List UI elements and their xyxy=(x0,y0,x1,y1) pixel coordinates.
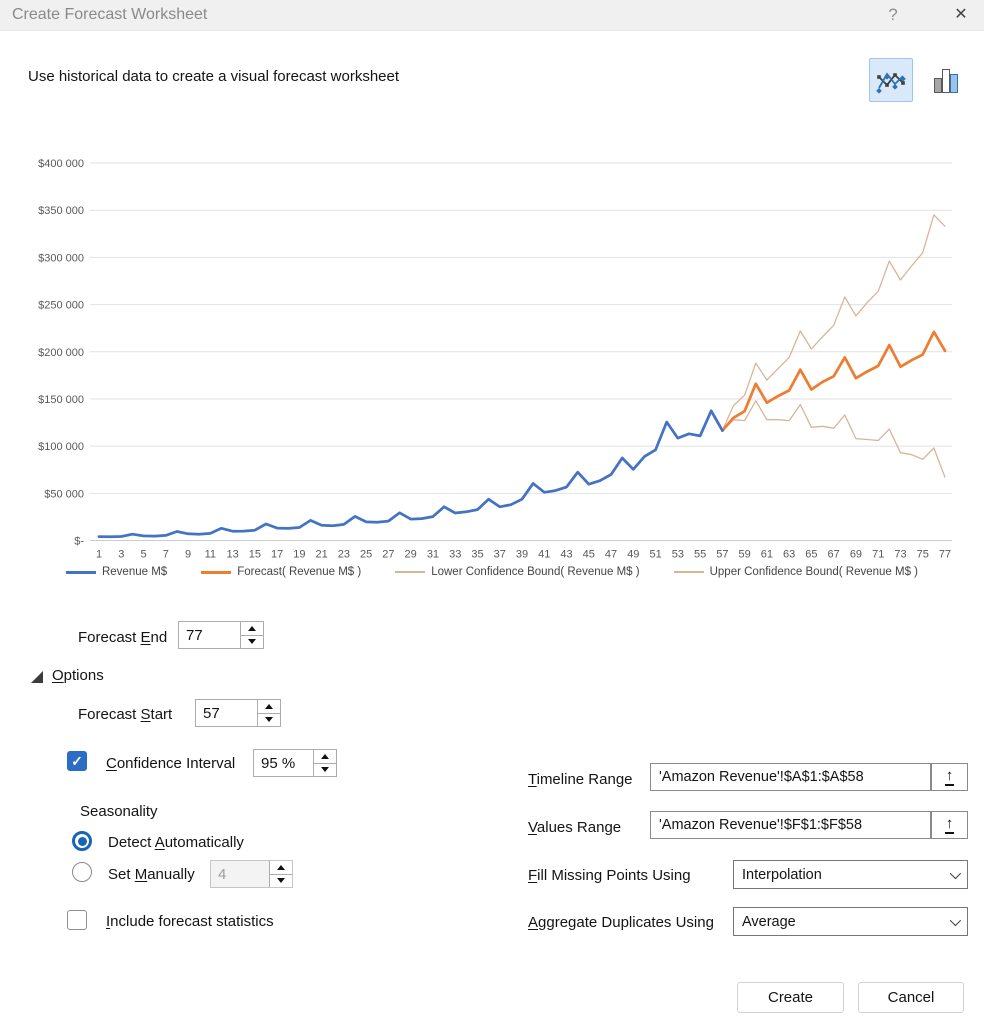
svg-text:61: 61 xyxy=(760,548,774,561)
svg-text:69: 69 xyxy=(849,548,863,561)
bar-chart-type-button[interactable] xyxy=(924,58,968,102)
include-forecast-statistics-label[interactable]: Include forecast statistics xyxy=(106,913,274,930)
detect-automatically-label[interactable]: Detect Automatically xyxy=(108,834,244,851)
svg-text:15: 15 xyxy=(248,548,261,561)
svg-text:1: 1 xyxy=(95,548,103,561)
values-range-picker-button[interactable] xyxy=(931,811,968,839)
svg-text:35: 35 xyxy=(471,548,484,561)
confidence-interval-input[interactable] xyxy=(254,750,313,776)
forecast-start-spinner xyxy=(257,700,280,726)
svg-text:51: 51 xyxy=(649,548,662,561)
forecast-line-swatch xyxy=(201,571,231,574)
forecast-end-label: Forecast End xyxy=(78,629,168,646)
svg-text:5: 5 xyxy=(140,548,147,561)
confidence-interval-increment-button[interactable] xyxy=(314,750,336,763)
aggregate-duplicates-select[interactable] xyxy=(733,907,968,936)
svg-text:7: 7 xyxy=(162,548,169,561)
forecast-end-increment-button[interactable] xyxy=(241,622,263,635)
svg-text:11: 11 xyxy=(204,548,217,561)
svg-text:$200 000: $200 000 xyxy=(38,346,84,359)
forecast-start-spinbox xyxy=(195,699,281,727)
svg-text:23: 23 xyxy=(337,548,351,561)
aggregate-duplicates-value: Average xyxy=(742,913,796,930)
svg-text:$50 000: $50 000 xyxy=(44,488,84,501)
svg-text:19: 19 xyxy=(293,548,306,561)
legend-item-upper-bound: Upper Confidence Bound( Revenue M$ ) xyxy=(674,566,918,578)
timeline-range-picker-button[interactable] xyxy=(931,763,968,791)
fill-missing-points-label: Fill Missing Points Using xyxy=(528,867,691,884)
chevron-down-icon xyxy=(950,867,961,878)
include-forecast-statistics-checkbox[interactable] xyxy=(67,910,87,930)
svg-text:59: 59 xyxy=(738,548,751,561)
revenue-line-swatch xyxy=(66,571,96,574)
svg-text:77: 77 xyxy=(938,548,952,561)
bar-chart-icon xyxy=(933,66,959,94)
svg-text:65: 65 xyxy=(805,548,818,561)
svg-text:$100 000: $100 000 xyxy=(38,441,84,454)
forecast-start-increment-button[interactable] xyxy=(258,700,280,713)
range-picker-icon: ↑ xyxy=(945,815,954,832)
title-bar xyxy=(0,0,984,31)
svg-text:33: 33 xyxy=(449,548,462,561)
svg-text:29: 29 xyxy=(404,548,417,561)
down-arrow-icon xyxy=(321,767,329,772)
svg-text:57: 57 xyxy=(716,548,729,561)
svg-text:55: 55 xyxy=(693,548,707,561)
detect-automatically-radio[interactable] xyxy=(72,831,92,851)
seasonality-label: Seasonality xyxy=(80,803,158,820)
create-button[interactable]: Create xyxy=(737,982,844,1013)
chevron-down-icon xyxy=(950,914,961,925)
down-arrow-icon xyxy=(248,639,256,644)
aggregate-duplicates-label: Aggregate Duplicates Using xyxy=(528,914,714,931)
svg-text:41: 41 xyxy=(538,548,551,561)
svg-text:37: 37 xyxy=(493,548,506,561)
forecast-end-spinner xyxy=(240,622,263,648)
svg-text:73: 73 xyxy=(894,548,907,561)
svg-text:$150 000: $150 000 xyxy=(38,393,84,406)
forecast-start-decrement-button[interactable] xyxy=(258,713,280,727)
timeline-range-label: Timeline Range xyxy=(528,771,633,788)
help-button[interactable]: ? xyxy=(888,5,898,24)
cancel-button[interactable]: Cancel xyxy=(858,982,964,1013)
range-picker-icon: ↑ xyxy=(945,767,954,784)
values-range-input[interactable] xyxy=(650,811,931,839)
fill-missing-points-value: Interpolation xyxy=(742,866,822,883)
set-manually-radio[interactable] xyxy=(72,862,92,882)
svg-text:21: 21 xyxy=(315,548,328,561)
forecast-chart xyxy=(0,140,984,565)
confidence-interval-label[interactable]: Confidence Interval xyxy=(106,755,236,772)
set-manually-label[interactable]: Set Manually xyxy=(108,866,195,883)
svg-text:53: 53 xyxy=(671,548,684,561)
svg-text:$300 000: $300 000 xyxy=(38,252,84,265)
legend-item-lower-bound: Lower Confidence Bound( Revenue M$ ) xyxy=(395,566,639,578)
forecast-start-label: Forecast Start xyxy=(78,706,173,723)
set-manually-decrement-button[interactable] xyxy=(270,874,292,888)
set-manually-increment-button[interactable] xyxy=(270,861,292,874)
checkmark-icon: ✓ xyxy=(71,753,83,769)
legend-item-revenue: Revenue M$ xyxy=(66,566,167,578)
svg-text:75: 75 xyxy=(916,548,929,561)
up-arrow-icon xyxy=(265,704,273,709)
options-header[interactable]: Options xyxy=(52,667,104,684)
line-chart-type-button[interactable] xyxy=(869,58,913,102)
chart-legend xyxy=(0,566,984,578)
dialog-title: Create Forecast Worksheet xyxy=(12,6,208,23)
down-arrow-icon xyxy=(265,717,273,722)
line-chart-icon xyxy=(876,67,906,94)
svg-text:45: 45 xyxy=(582,548,595,561)
set-manually-spinbox xyxy=(210,860,293,888)
svg-text:31: 31 xyxy=(426,548,440,561)
svg-text:13: 13 xyxy=(226,548,239,561)
svg-text:25: 25 xyxy=(360,548,373,561)
svg-text:9: 9 xyxy=(184,548,192,561)
confidence-interval-decrement-button[interactable] xyxy=(314,763,336,777)
svg-text:$250 000: $250 000 xyxy=(38,299,84,312)
set-manually-input[interactable] xyxy=(211,861,269,887)
svg-text:$350 000: $350 000 xyxy=(38,205,84,218)
upper-bound-line-swatch xyxy=(674,571,704,573)
legend-item-forecast: Forecast( Revenue M$ ) xyxy=(201,566,361,578)
close-button[interactable]: ✕ xyxy=(954,6,968,23)
svg-text:43: 43 xyxy=(560,548,573,561)
svg-text:63: 63 xyxy=(783,548,796,561)
svg-text:3: 3 xyxy=(118,548,125,561)
svg-text:17: 17 xyxy=(270,548,284,561)
forecast-end-input[interactable] xyxy=(179,622,240,648)
svg-text:67: 67 xyxy=(827,548,840,561)
timeline-range-input[interactable] xyxy=(650,763,931,791)
up-arrow-icon xyxy=(277,865,285,870)
fill-missing-points-select[interactable] xyxy=(733,860,968,889)
up-arrow-icon xyxy=(321,754,329,759)
svg-text:47: 47 xyxy=(604,548,618,561)
svg-text:39: 39 xyxy=(515,548,529,561)
confidence-interval-spinner xyxy=(313,750,336,776)
forecast-end-spinbox xyxy=(178,621,264,649)
lower-bound-line-swatch xyxy=(395,571,425,573)
svg-text:49: 49 xyxy=(627,548,640,561)
svg-text:$-: $- xyxy=(74,535,84,548)
confidence-interval-checkbox[interactable] xyxy=(67,751,87,771)
forecast-end-decrement-button[interactable] xyxy=(241,635,263,649)
dialog-subtitle: Use historical data to create a visual forecast worksheet xyxy=(28,68,400,85)
set-manually-spinner xyxy=(269,861,292,887)
svg-text:$400 000: $400 000 xyxy=(38,158,84,170)
down-arrow-icon xyxy=(277,878,285,883)
values-range-label: Values Range xyxy=(528,819,622,836)
options-expander-icon xyxy=(31,671,43,683)
up-arrow-icon xyxy=(248,626,256,631)
svg-text:71: 71 xyxy=(872,548,885,561)
forecast-start-input[interactable] xyxy=(196,700,257,726)
confidence-interval-spinbox xyxy=(253,749,337,777)
svg-text:27: 27 xyxy=(382,548,395,561)
